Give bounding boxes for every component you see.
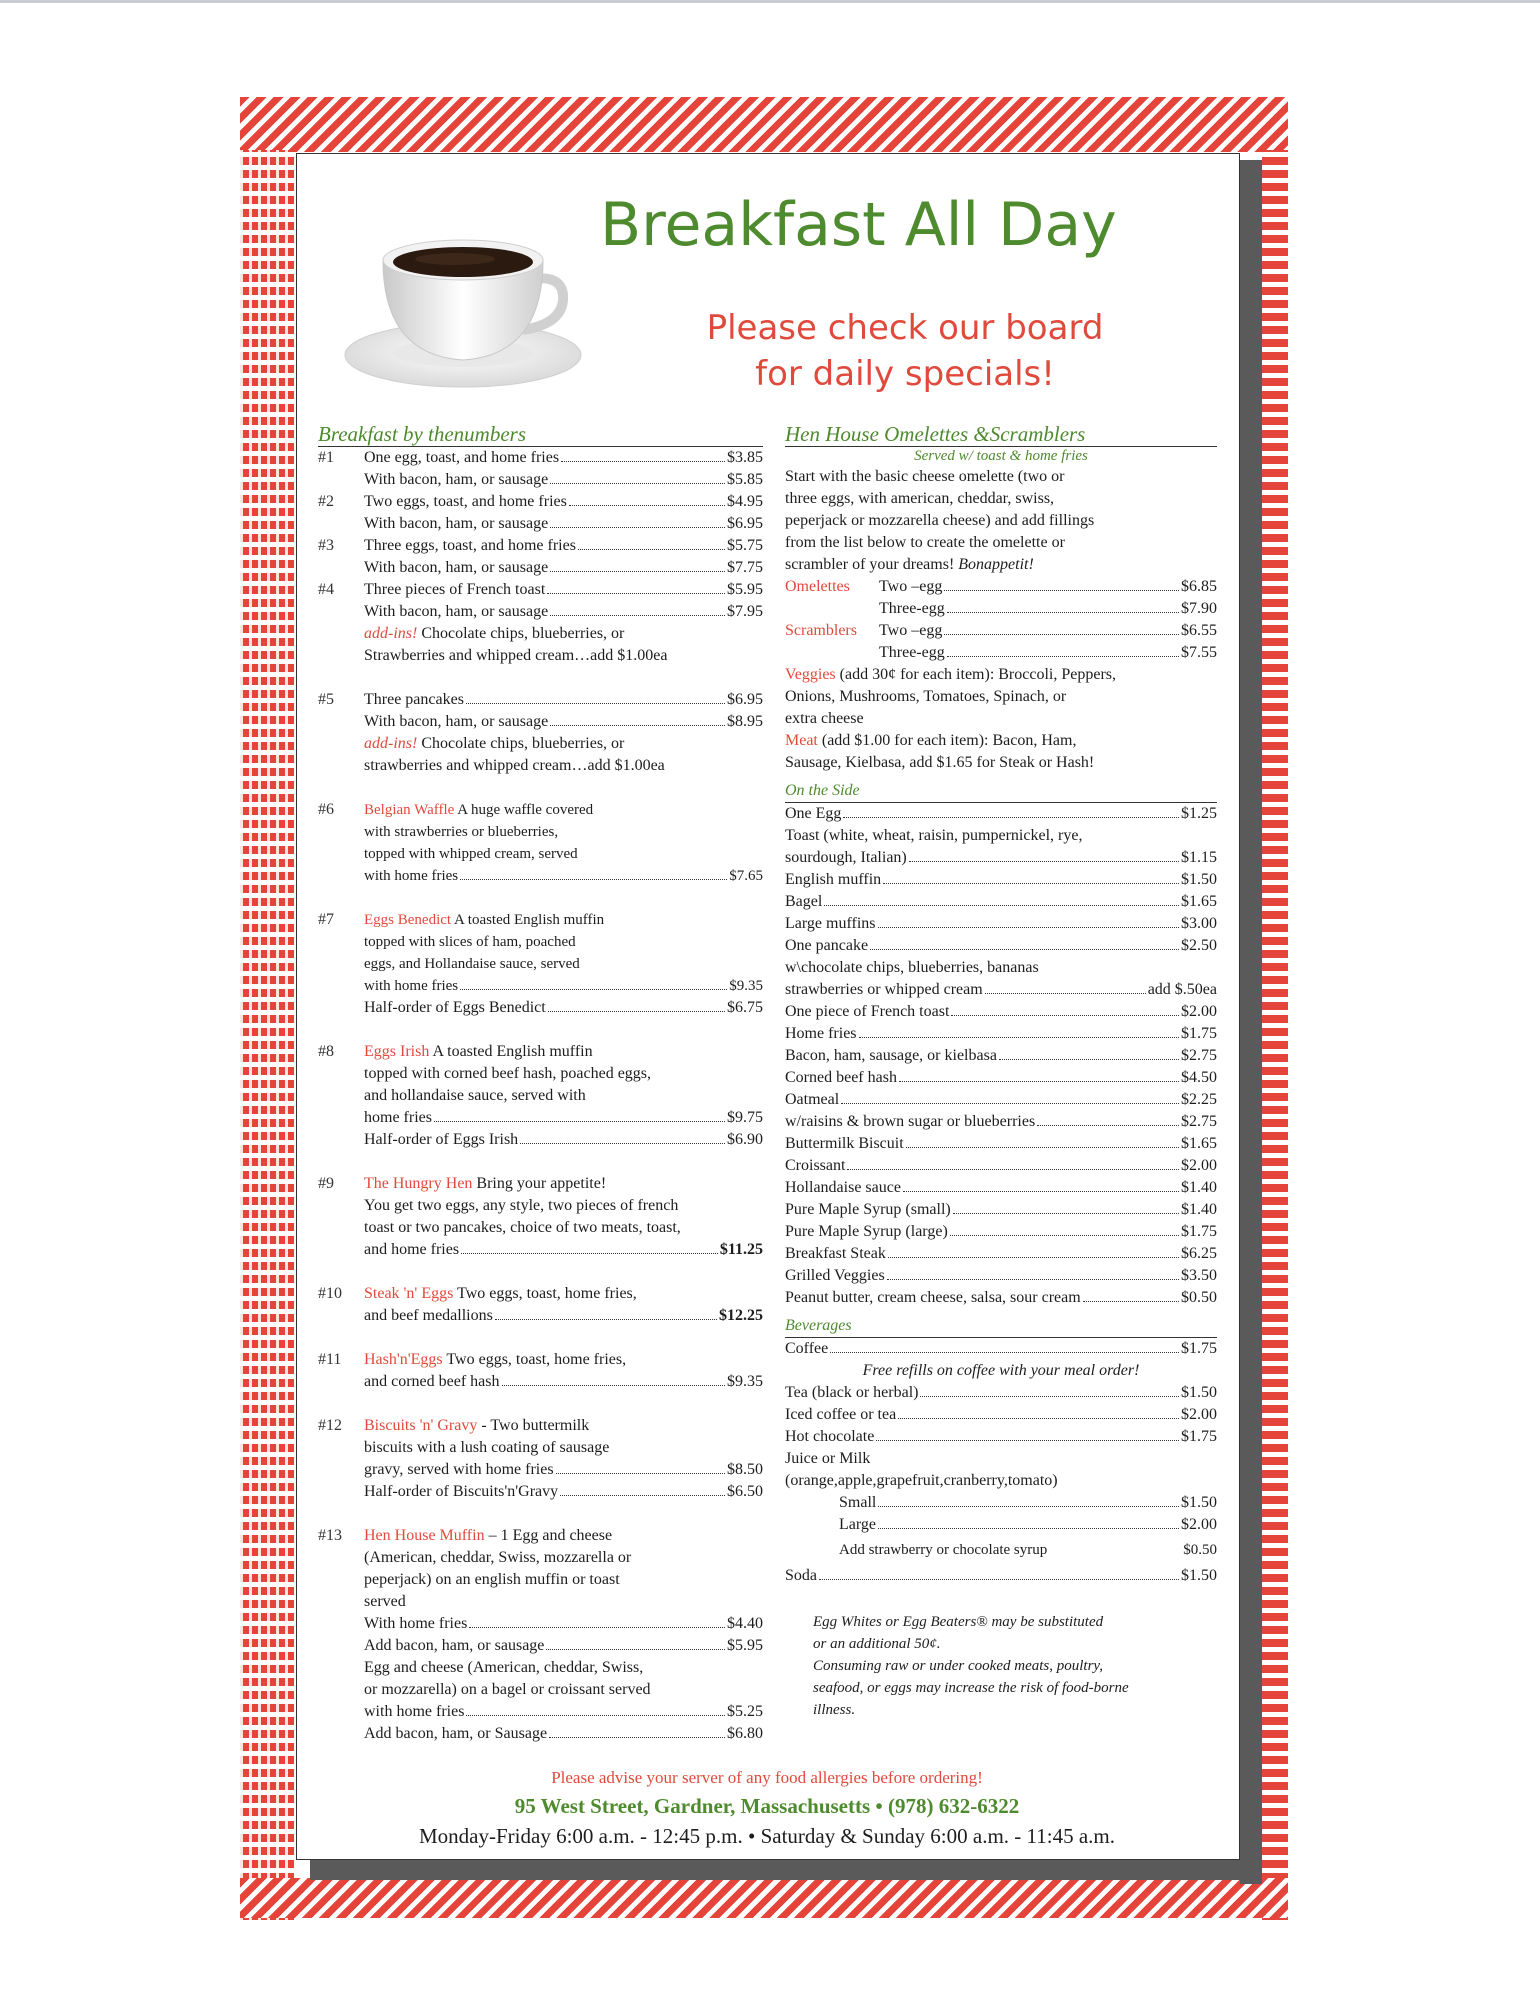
panel-shadow-bottom <box>310 1858 1262 1880</box>
menu-item-11: #11 Hash'n'Eggs Two eggs, toast, home fries, and corned beef hash $9.35 <box>318 1349 763 1393</box>
price: $6.95 <box>727 515 763 532</box>
price: $6.95 <box>727 691 763 708</box>
price: $1.40 <box>1181 1179 1217 1196</box>
beverages-heading: Beverages <box>785 1315 1217 1338</box>
price: $6.75 <box>727 999 763 1016</box>
price: $6.80 <box>727 1725 763 1742</box>
price: $6.55 <box>1181 622 1217 639</box>
gingham-border-bottom <box>240 1878 1288 1918</box>
side-item: sourdough, Italian) $1.15 <box>785 847 1217 869</box>
side-item: Bagel $1.65 <box>785 891 1217 913</box>
price: $1.25 <box>1181 805 1217 822</box>
side-item: Buttermilk Biscuit $1.65 <box>785 1133 1217 1155</box>
price: add $.50ea <box>1147 981 1217 998</box>
price: $3.00 <box>1181 915 1217 932</box>
price: $9.35 <box>727 1373 763 1390</box>
on-the-side-heading: On the Side <box>785 780 1217 803</box>
side-item: One pancake $2.50 <box>785 935 1217 957</box>
price: $1.75 <box>1181 1223 1217 1240</box>
scramblers-two-egg: Scramblers Two –egg $6.55 <box>785 620 1217 642</box>
price: $9.35 <box>729 978 763 994</box>
menu-item-1: #1 One egg, toast, and home fries $3.85 With bacon, ham, or sausage $5.85 <box>318 447 763 491</box>
price: $6.50 <box>727 1483 763 1500</box>
section-heading: Hen House Omelettes &Scramblers <box>785 423 1217 447</box>
side-item: Peanut butter, cream cheese, salsa, sour cream $0.50 <box>785 1287 1217 1309</box>
omelettes-column: Hen House Omelettes &Scramblers Served w/ toast & home fries Start with the basic cheese omelette (two or three eggs, with american, cheddar, swiss, peperjack or mozzarella cheese) and add fillings from the list below to create the omelette or scrambler of your dreams! Bonappetit! Omelettes Two –egg $6.85 Three-egg $7.90 Scramblers Two –egg $6.55 Three-egg $7.55 Veggies (add 30¢ for each item): Broccoli, Peppers, Onions, Mushrooms, Tomatoes, Spinach, or extra cheese Meat (add $1.00 for each item): Bacon, Ham, Sausage, Kielbasa, add $1.65 for Steak or Hash! On the Side One Egg $1.25 Toast (white, wheat, raisin, pumpernickel, rye, sourdough, Italian) $1.15 English muffin $1.50 Bagel $1.65 Large muffins $3.00 One pancake $2.50 w\chocolate chips, blueberries, bananas strawberries or whipped cream add $.50ea One piece of French toast $2.00 Home fries $1.75 Bacon, ham, sausage, or kielbasa $2.75 Corned beef hash $4.50 Oatmeal $2.25 w/raisins & brown sugar or blueberries $2.75 Buttermilk Biscuit $1.65 Croissant $2.00 Hollandaise sauce $1.40 Pure Maple Syrup (small) $1.40 Pure Maple Syrup (large) $1.75 Breakfast Steak $6.25 Grilled Veggies $3.50 Peanut butter, cream cheese, salsa, sour cream $0.50 Beverages Coffee $1.75 Free refills on coffee with your meal order! Tea (black or herbal) $1.50 Iced coffee or tea $2.00 Hot chocolate $1.75 Juice or Milk (orange,apple,grapefruit,cranberry,tomato) Small $1.50 Large $2.00 Add strawberry or chocolate syrup $0.50 Soda $1.50 Egg Whites or Egg Beaters® may be substituted or an additional 50¢. Consuming raw or under cooked meats, poultry, seafood, or eggs may increase the risk of food-borne illness. <box>785 423 1217 1721</box>
menu-item-10: #10 Steak 'n' Eggs Two eggs, toast, home fries, and beef medallions $12.25 <box>318 1283 763 1327</box>
side-item: English muffin $1.50 <box>785 869 1217 891</box>
price: $5.95 <box>727 581 763 598</box>
price: $9.75 <box>727 1109 763 1126</box>
side-item: strawberries or whipped cream add $.50ea <box>785 979 1217 1001</box>
price: $3.85 <box>727 449 763 466</box>
menu-item-3: #3 Three eggs, toast, and home fries $5.75 With bacon, ham, or sausage $7.75 <box>318 535 763 579</box>
side-item: One Egg $1.25 <box>785 803 1217 825</box>
price: $5.25 <box>727 1703 763 1720</box>
panel-shadow-right <box>1240 160 1262 1884</box>
price: $7.65 <box>729 868 763 884</box>
price: $11.25 <box>719 1241 763 1258</box>
side-item: Hollandaise sauce $1.40 <box>785 1177 1217 1199</box>
side-item: Large muffins $3.00 <box>785 913 1217 935</box>
side-item: Breakfast Steak $6.25 <box>785 1243 1217 1265</box>
price: $2.75 <box>1181 1047 1217 1064</box>
scramblers-three-egg: Three-egg $7.55 <box>785 642 1217 664</box>
side-item: w/raisins & brown sugar or blueberries $2.75 <box>785 1111 1217 1133</box>
price: $2.00 <box>1181 1406 1217 1423</box>
menu-item-2: #2 Two eggs, toast, and home fries $4.95 With bacon, ham, or sausage $6.95 <box>318 491 763 535</box>
side-item: Bacon, ham, sausage, or kielbasa $2.75 <box>785 1045 1217 1067</box>
price: $1.50 <box>1181 1384 1217 1401</box>
address-line: 95 West Street, Gardner, Massachusetts • (978) 632-6322 <box>514 1794 1020 1818</box>
menu-item-5: #5 Three pancakes $6.95 With bacon, ham, or sausage $8.95 add-ins! Chocolate chips, blueberries, or strawberries and whipped cream…add $1.00ea <box>318 691 763 774</box>
price: $1.65 <box>1181 893 1217 910</box>
price: $2.50 <box>1181 937 1217 954</box>
price: $1.75 <box>1181 1428 1217 1445</box>
price: $1.40 <box>1181 1201 1217 1218</box>
health-notes: Egg Whites or Egg Beaters® may be substituted or an additional 50¢. Consuming raw or under cooked meats, poultry, seafood, or eggs may increase the risk of food-borne illness. <box>813 1614 1129 1718</box>
price: $6.85 <box>1181 578 1217 595</box>
scan-edge <box>0 0 1540 3</box>
price: $0.50 <box>1183 1542 1217 1558</box>
omelettes-two-egg: Omelettes Two –egg $6.85 <box>785 576 1217 598</box>
section-heading: Breakfast by thenumbers <box>318 423 763 447</box>
side-item-note: w\chocolate chips, blueberries, bananas <box>785 959 1039 976</box>
price: $2.75 <box>1181 1113 1217 1130</box>
menu-item-4: #4 Three pieces of French toast $5.95 With bacon, ham, or sausage $7.95 add-ins! Chocolate chips, blueberries, or Strawberries and whipped cream…add $1.00ea <box>318 581 763 664</box>
price: $7.90 <box>1181 600 1217 617</box>
page-title: Breakfast All Day <box>600 190 1117 260</box>
daily-specials-note: Please check our board for daily specials! <box>706 308 1104 394</box>
price: $7.55 <box>1181 644 1217 661</box>
gingham-border-right <box>1262 150 1288 1920</box>
price: $1.75 <box>1181 1025 1217 1042</box>
omelettes-three-egg: Three-egg $7.90 <box>785 598 1217 620</box>
menu-item-13: #13 Hen House Muffin – 1 Egg and cheese (American, cheddar, Swiss, mozzarella or peperjack) on an english muffin or toast served With home fries $4.40 Add bacon, ham, or sausage $5.95 Egg and cheese (American, cheddar, Swiss, or mozzarella) on a bagel or croissant served with home fries $5.25 Add bacon, ham, or Sausage $6.80 <box>318 1525 763 1745</box>
price: $7.75 <box>727 559 763 576</box>
price: $2.00 <box>1181 1516 1217 1533</box>
served-note: Served w/ toast & home fries <box>914 448 1088 464</box>
price: $6.25 <box>1181 1245 1217 1262</box>
side-item: Croissant $2.00 <box>785 1155 1217 1177</box>
menu-item-6: #6 Belgian Waffle A huge waffle covered with strawberries or blueberries, topped with whipped cream, served with home fries $7.65 <box>318 799 763 887</box>
price: $4.40 <box>727 1615 763 1632</box>
side-item: Oatmeal $2.25 <box>785 1089 1217 1111</box>
side-item-note: Toast (white, wheat, raisin, pumpernickel, rye, <box>785 827 1083 844</box>
side-item: One piece of French toast $2.00 <box>785 1001 1217 1023</box>
sides-list <box>785 803 1217 1309</box>
price: $5.85 <box>727 471 763 488</box>
price: $4.50 <box>1181 1069 1217 1086</box>
side-item: Corned beef hash $4.50 <box>785 1067 1217 1089</box>
side-item: Pure Maple Syrup (large) $1.75 <box>785 1221 1217 1243</box>
hours-line: Monday-Friday 6:00 a.m. - 12:45 p.m. • Saturday & Sunday 6:00 a.m. - 11:45 a.m. <box>419 1824 1115 1848</box>
price: $6.90 <box>727 1131 763 1148</box>
price: $8.50 <box>727 1461 763 1478</box>
price: $1.50 <box>1181 1567 1217 1584</box>
gingham-border-top <box>240 97 1288 152</box>
allergy-notice: Please advise your server of any food allergies before ordering! <box>551 1768 983 1787</box>
price: $12.25 <box>719 1307 763 1324</box>
coffee-cup-icon <box>335 225 595 395</box>
price: $5.95 <box>727 1637 763 1654</box>
price: $0.50 <box>1181 1289 1217 1306</box>
price: $1.75 <box>1181 1340 1217 1357</box>
price: $1.15 <box>1181 849 1217 866</box>
price: $3.50 <box>1181 1267 1217 1284</box>
price: $2.25 <box>1181 1091 1217 1108</box>
price: $5.75 <box>727 537 763 554</box>
menu-item-7: #7 Eggs Benedict A toasted English muffin topped with slices of ham, poached eggs, and Hollandaise sauce, served with home fries $9.35 Half-order of Eggs Benedict $6.75 <box>318 909 763 1019</box>
price: $1.50 <box>1181 1494 1217 1511</box>
menu-item-8: #8 Eggs Irish A toasted English muffin topped with corned beef hash, poached eggs, and hollandaise sauce, served with home fries $9.75 Half-order of Eggs Irish $6.90 <box>318 1041 763 1151</box>
price: $4.95 <box>727 493 763 510</box>
breakfast-numbers-column <box>318 423 763 1745</box>
price: $1.65 <box>1181 1135 1217 1152</box>
menu-item-9: #9 The Hungry Hen Bring your appetite! You get two eggs, any style, two pieces of french toast or two pancakes, choice of two meats, toast, and home fries $11.25 <box>318 1173 763 1261</box>
menu-item-12: #12 Biscuits 'n' Gravy - Two buttermilk biscuits with a lush coating of sausage gravy, served with home fries $8.50 Half-order of Biscuits'n'Gravy $6.50 <box>318 1415 763 1503</box>
side-item: Pure Maple Syrup (small) $1.40 <box>785 1199 1217 1221</box>
side-item: Grilled Veggies $3.50 <box>785 1265 1217 1287</box>
price: $2.00 <box>1181 1157 1217 1174</box>
side-item: Home fries $1.75 <box>785 1023 1217 1045</box>
gingham-border-left <box>240 150 294 1920</box>
price: $8.95 <box>727 713 763 730</box>
price: $1.50 <box>1181 871 1217 888</box>
price: $2.00 <box>1181 1003 1217 1020</box>
price: $7.95 <box>727 603 763 620</box>
